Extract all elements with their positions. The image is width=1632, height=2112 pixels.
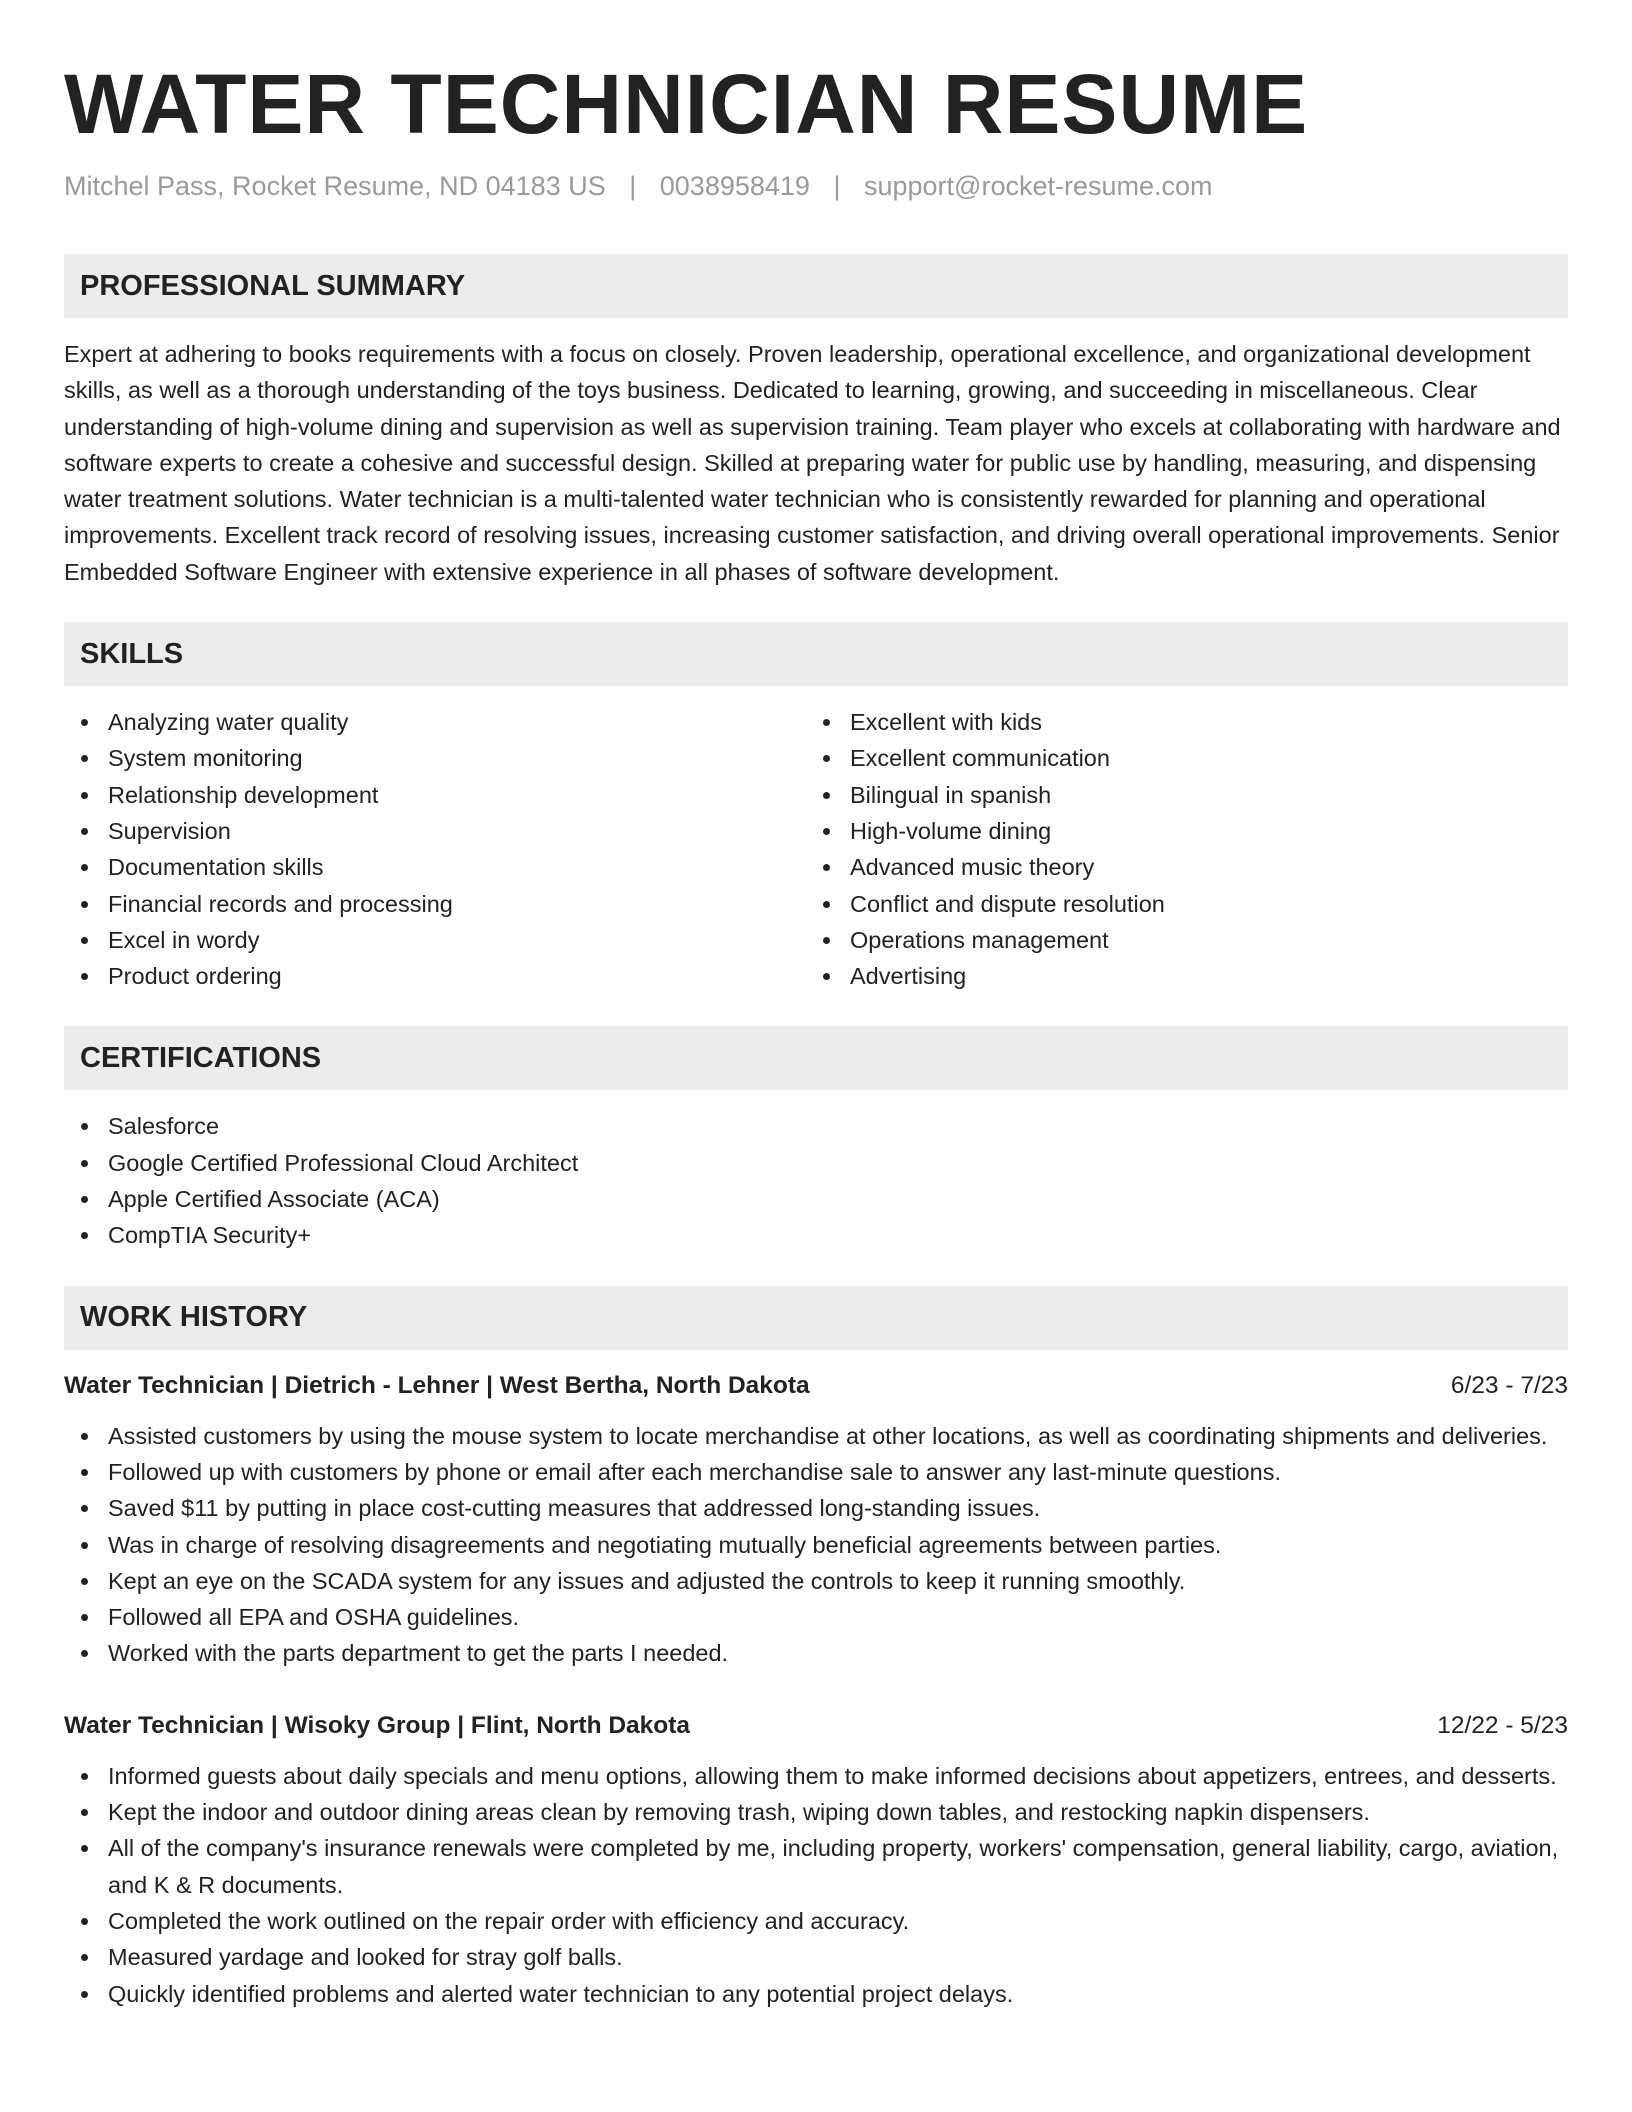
job-bullet: Assisted customers by using the mouse system to locate merchandise at other locations, as well as coordinating shipments and deliveries.: [64, 1418, 1568, 1454]
job-bullet: Kept the indoor and outdoor dining areas clean by removing trash, wiping down tables, and restocking napkin dispensers.: [64, 1794, 1568, 1830]
skills-column-right: [806, 704, 1548, 994]
contact-separator: |: [833, 171, 841, 201]
skill-item: System monitoring: [64, 740, 806, 776]
job-header: [64, 1708, 1568, 1744]
job-bullets: [64, 1418, 1568, 1672]
section-header-work-history: [64, 1286, 1568, 1350]
skill-item: Excellent communication: [806, 740, 1548, 776]
contact-line: [64, 168, 1568, 204]
job-bullet: All of the company's insurance renewals were completed by me, including property, workers' compensation, general liability, cargo, aviation, and K & R documents.: [64, 1830, 1568, 1903]
contact-email: support@rocket-resume.com: [863, 171, 1213, 201]
skills-grid: [64, 704, 1568, 994]
job-title: Water Technician | Dietrich - Lehner | West Bertha, North Dakota: [64, 1371, 810, 1399]
skills-column-left: [64, 704, 806, 994]
job-bullet: Kept an eye on the SCADA system for any issues and adjusted the controls to keep it running smoothly.: [64, 1563, 1568, 1599]
skill-item: Supervision: [64, 813, 806, 849]
job-bullet: Worked with the parts department to get the parts I needed.: [64, 1635, 1568, 1671]
job-bullet: Was in charge of resolving disagreements and negotiating mutually beneficial agreements between parties.: [64, 1527, 1568, 1563]
skill-item: Excel in wordy: [64, 922, 806, 958]
job-header: [64, 1368, 1568, 1404]
job-bullet: Quickly identified problems and alerted water technician to any potential project delays.: [64, 1976, 1568, 2012]
resume-title: WATER TECHNICIAN RESUME: [64, 57, 1309, 151]
certification-item: CompTIA Security+: [64, 1217, 1568, 1253]
skill-item: Operations management: [806, 922, 1548, 958]
skill-item: Product ordering: [64, 958, 806, 994]
section-header-certifications: [64, 1026, 1568, 1090]
section-title: SKILLS: [80, 637, 184, 670]
skill-item: Bilingual in spanish: [806, 777, 1548, 813]
section-header-summary: [64, 254, 1568, 318]
job-bullet: Completed the work outlined on the repair order with efficiency and accuracy.: [64, 1903, 1568, 1939]
skill-item: Financial records and processing: [64, 886, 806, 922]
job-entry: [64, 1708, 1568, 2012]
contact-separator: |: [629, 171, 637, 201]
skill-item: Conflict and dispute resolution: [806, 886, 1548, 922]
job-bullet: Followed all EPA and OSHA guidelines.: [64, 1599, 1568, 1635]
certifications-list: [64, 1108, 1568, 1253]
summary-text: Expert at adhering to books requirements with a focus on closely. Proven leadership, operational excellence, and organizational development skills, as well as a thorough understanding of the toys business. Dedicated to learning, growing, and succeeding in miscellaneous. Clear understanding of high-volume dining and supervision as well as supervision training. Team player who excels at collaborating with hardware and software experts to create a cohesive and successful design. Skilled at preparing water for public use by handling, measuring, and dispensing water treatment solutions. Water technician is a multi-talented water technician who is consistently rewarded for planning and operational improvements. Excellent track record of resolving issues, increasing customer satisfaction, and driving overall operational improvements. Senior Embedded Software Engineer with extensive experience in all phases of software development.: [64, 341, 1561, 585]
certification-item: Google Certified Professional Cloud Architect: [64, 1145, 1568, 1181]
job-dates: 6/23 - 7/23: [1450, 1371, 1568, 1399]
job-bullets: [64, 1758, 1568, 2012]
section-title: PROFESSIONAL SUMMARY: [80, 269, 466, 302]
skill-item: Advanced music theory: [806, 849, 1548, 885]
certification-item: Salesforce: [64, 1108, 1568, 1144]
skill-item: High-volume dining: [806, 813, 1548, 849]
job-bullet: Informed guests about daily specials and menu options, allowing them to make informed decisions about appetizers, entrees, and desserts.: [64, 1758, 1568, 1794]
section-title: WORK HISTORY: [80, 1301, 308, 1334]
contact-phone: 0038958419: [659, 171, 810, 201]
skill-item: Relationship development: [64, 777, 806, 813]
contact-address: Mitchel Pass, Rocket Resume, ND 04183 US: [64, 171, 606, 201]
job-bullet: Followed up with customers by phone or email after each merchandise sale to answer any last-minute questions.: [64, 1454, 1568, 1490]
skill-item: Documentation skills: [64, 849, 806, 885]
skill-item: Advertising: [806, 958, 1548, 994]
skill-item: Excellent with kids: [806, 704, 1548, 740]
job-bullet: Measured yardage and looked for stray golf balls.: [64, 1939, 1568, 1975]
section-title: CERTIFICATIONS: [80, 1041, 322, 1074]
job-dates: 12/22 - 5/23: [1437, 1711, 1568, 1739]
job-title: Water Technician | Wisoky Group | Flint, North Dakota: [64, 1711, 691, 1739]
section-header-skills: [64, 622, 1568, 686]
job-entry: [64, 1368, 1568, 1672]
job-bullet: Saved $11 by putting in place cost-cutting measures that addressed long-standing issues.: [64, 1490, 1568, 1526]
certification-item: Apple Certified Associate (ACA): [64, 1181, 1568, 1217]
skill-item: Analyzing water quality: [64, 704, 806, 740]
